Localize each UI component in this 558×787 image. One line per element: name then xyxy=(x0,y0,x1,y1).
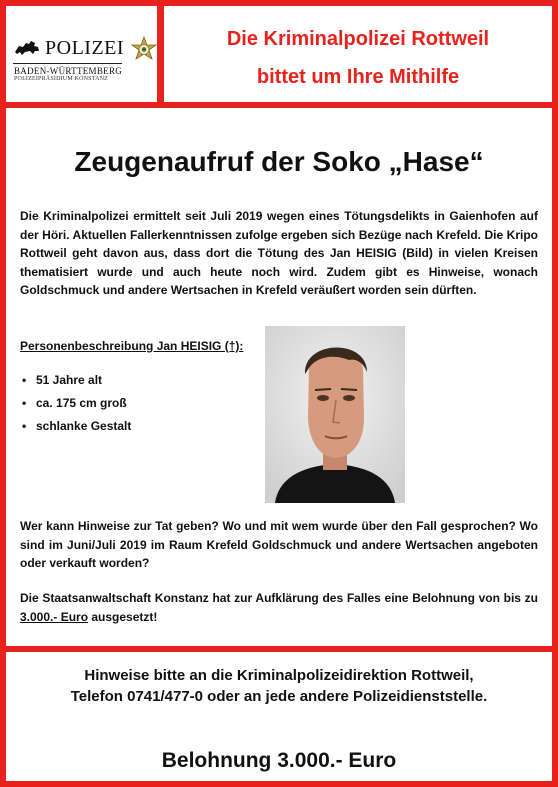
footer-line-1: Hinweise bitte an die Kriminalpolizeidirektion Rottweil, xyxy=(84,667,474,684)
description-item xyxy=(22,419,131,433)
description-item-text: schlanke Gestalt xyxy=(36,419,132,433)
logo-divider xyxy=(13,63,122,64)
reward-banner: Belohnung 3.000.- Euro xyxy=(161,749,397,772)
reward-paragraph xyxy=(20,589,538,626)
header-line-1: Die Kriminalpolizei Rottweil xyxy=(226,28,490,50)
page-title: Zeugenaufruf der Soko „Hase“ xyxy=(74,146,484,177)
police-star-icon xyxy=(130,36,158,64)
main-panel xyxy=(6,108,552,646)
logo-state: BADEN-WÜRTTEMBERG xyxy=(14,66,123,76)
description-item-text: 51 Jahre alt xyxy=(36,373,103,387)
lion-crest-icon xyxy=(13,38,41,58)
victim-photo xyxy=(265,326,405,503)
intro-paragraph: Die Kriminalpolizei ermittelt seit Juli 2019 wegen eines Tötungsdelikts in Gaienhofen auf der Höri. Aktuellen Fallerkenntnissen zufolge ergeben sich Bezüge nach Krefeld. Die Kripo Rottweil geht davon aus, dass dort die Tötung des Jan HEISIG (Bild) in vielen Kreisen thematisiert wurde und auch heute noch wird. Zudem gibt es Hinweise, wonach Goldschmuck und andere Wertsachen in Krefeld veräußert worden sein dürften. xyxy=(20,209,538,297)
description-heading: Personenbeschreibung Jan HEISIG (†): xyxy=(20,339,244,353)
footer-line-2: Telefon 0741/477-0 oder an jede andere Polizeidienststelle. xyxy=(70,688,488,705)
description-item xyxy=(22,373,102,387)
logo-word: POLIZEI xyxy=(45,36,125,59)
header-line-2: bittet um Ihre Mithilfe xyxy=(256,66,460,88)
police-logo-panel xyxy=(6,6,157,102)
bullet: • xyxy=(22,373,27,387)
description-item xyxy=(22,396,127,410)
description-item-text: ca. 175 cm groß xyxy=(36,396,127,410)
questions-paragraph: Wer kann Hinweise zur Tat geben? Wo und mit wem wurde über den Fall gesprochen? Wo sind im Juni/Juli 2019 im Raum Krefeld Goldschmuck und andere Wertsachen angeboten oder verkauft worden? xyxy=(20,519,538,570)
reward-text-pre: Die Staatsanwaltschaft Konstanz hat zur Aufklärung des Falles eine Belohnung von bis zu xyxy=(20,591,538,605)
header-panel xyxy=(164,6,552,102)
footer-panel xyxy=(6,652,552,781)
bullet: • xyxy=(22,396,27,410)
reward-text-post: ausgesetzt! xyxy=(88,609,158,624)
logo-subtitle: POLIZEIPRÄSIDIUM KONSTANZ xyxy=(14,76,109,82)
bullet: • xyxy=(22,419,27,433)
logo-wordmark xyxy=(13,36,124,60)
reward-amount: 3.000.- Euro xyxy=(20,609,89,624)
